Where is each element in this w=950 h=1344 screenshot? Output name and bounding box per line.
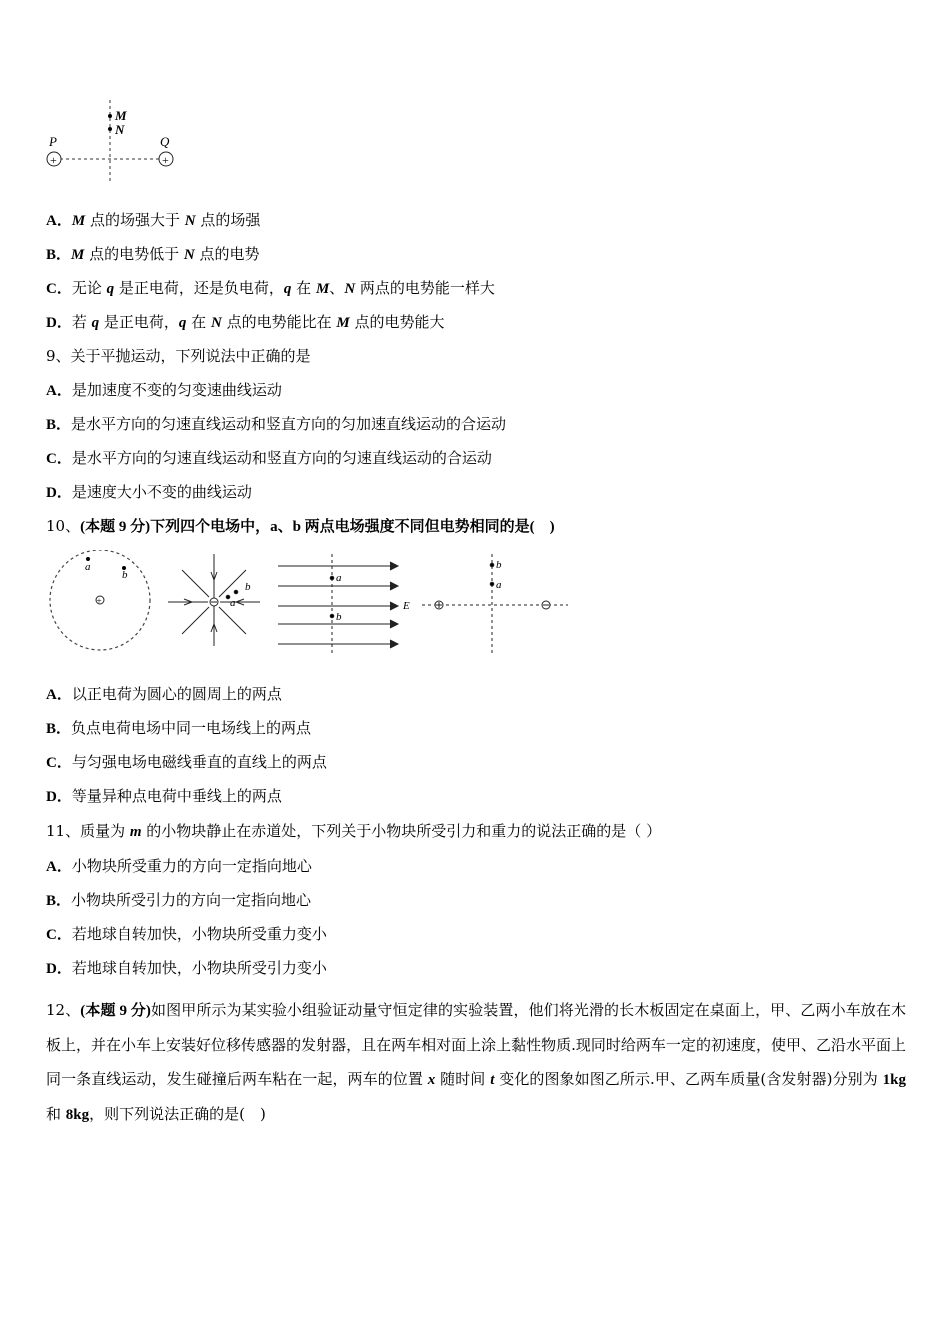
point-n	[108, 127, 112, 131]
label-q: Q	[160, 134, 170, 149]
q8-option-a: A．M 点的场强大于 N 点的场强	[46, 211, 261, 229]
option-letter: C．	[46, 451, 72, 467]
option-letter: D．	[46, 789, 72, 805]
option-letter: D．	[46, 485, 72, 501]
option-letter: A．	[46, 213, 72, 229]
q12-stem: 12、(本题 9 分)如图甲所示为某实验小组验证动量守恒定律的实验装置，他们将光滑的长木板固定在桌面上，甲、乙两小车放在木板上，并在小车上安装好位移传感器的发射器，且在两车相对面上涂上黏性物质.现同时给两车一定的初速度，使甲、乙沿水平面上同一条直线运动，发生碰撞后两车粘在一起，两车的位置 x 随时间 t 变化的图象如图乙所示.甲、乙两车质量(含发射器)分别为 1kg 和 8kg，则下列说法正确的是( )	[46, 1001, 907, 1123]
q10-option-b	[46, 718, 311, 739]
field-positive-circle	[50, 550, 150, 650]
option-letter: B．	[46, 417, 72, 433]
fig1-label-b: b	[122, 569, 128, 581]
option-letter: C．	[46, 281, 72, 297]
option-letter: A．	[46, 859, 72, 875]
option-letter: B．	[46, 893, 72, 909]
q8-option-d: D．若 q 是正电荷，q 在 N 点的电势能比在 M 点的电势能大	[46, 313, 445, 331]
option-letter: A．	[46, 383, 72, 399]
q8-option-b: B．M 点的电势低于 N 点的电势	[46, 245, 260, 263]
svg-text:+: +	[50, 153, 57, 167]
field-two-charges	[422, 554, 568, 654]
option-text: 以正电荷为圆心的圆周上的两点	[71, 685, 282, 703]
q10-bold-stem: (本题 9 分)下列四个电场中，a、b 两点电场强度不同但电势相同的是( )	[80, 519, 555, 535]
q9-option-d	[46, 482, 252, 503]
option-letter: B．	[46, 247, 72, 263]
q11-option-a	[46, 856, 312, 877]
q9-option-b	[46, 414, 506, 435]
svg-text:+: +	[162, 153, 169, 167]
option-text: 负点电荷电场中同一电场线上的两点	[71, 719, 312, 737]
field-uniform	[278, 554, 398, 654]
q9-option-a	[46, 380, 282, 401]
svg-text:+: +	[96, 596, 102, 606]
option-text: 是速度大小不变的曲线运动	[71, 483, 252, 501]
q11-option-b	[46, 890, 311, 911]
fig3-label-e: E	[403, 600, 410, 612]
fig2-label-a: a	[230, 597, 236, 609]
option-letter: C．	[46, 927, 72, 943]
option-text: 小物块所受引力的方向一定指向地心	[71, 891, 312, 909]
q10-option-c	[46, 752, 327, 773]
q11-option-d	[46, 958, 327, 979]
fig2-label-b: b	[245, 581, 251, 593]
q11-option-c	[46, 924, 327, 945]
fig3-label-b: b	[336, 611, 342, 623]
fig4-label-b: b	[496, 559, 502, 571]
option-text: 是加速度不变的匀变速曲线运动	[71, 381, 282, 399]
q9-stem: 9、关于平抛运动，下列说法中正确的是	[46, 347, 311, 365]
option-letter: D．	[46, 315, 72, 331]
q11-stem: 11、质量为 m 的小物块静止在赤道处，下列关于小物块所受引力和重力的说法正确的是（ ）	[46, 822, 662, 840]
option-text: 与匀强电场电磁线垂直的直线上的两点	[71, 753, 327, 771]
q10-option-a	[46, 684, 282, 705]
option-text: 若地球自转加快，小物块所受引力变小	[71, 959, 327, 977]
label-p: P	[49, 134, 57, 149]
option-letter: D．	[46, 961, 72, 977]
fig3-label-a: a	[336, 572, 342, 584]
label-m: M	[115, 108, 127, 123]
option-letter: A．	[46, 687, 72, 703]
pq-charges-figure	[40, 96, 190, 188]
q10-stem	[46, 516, 555, 537]
option-text: 若地球自转加快，小物块所受重力变小	[71, 925, 327, 943]
q9-option-c	[46, 448, 492, 469]
label-n: N	[115, 122, 125, 137]
option-text: 小物块所受重力的方向一定指向地心	[71, 857, 312, 875]
option-text: 是水平方向的匀速直线运动和竖直方向的匀速直线运动的合运动	[71, 449, 492, 467]
option-letter: C．	[46, 755, 72, 771]
q10-number: 10、	[46, 517, 81, 535]
option-letter: B．	[46, 721, 72, 737]
point-m	[108, 114, 112, 118]
fig1-label-a: a	[85, 561, 91, 573]
field-negative-charge	[168, 554, 260, 646]
option-text: 是水平方向的匀速直线运动和竖直方向的匀加速直线运动的合运动	[71, 415, 507, 433]
q8-option-c: C．无论 q 是正电荷，还是负电荷，q 在 M、N 两点的电势能一样大	[46, 279, 495, 297]
q10-option-d	[46, 786, 282, 807]
option-text: 等量异种点电荷中垂线上的两点	[71, 787, 282, 805]
q10-field-figures	[40, 550, 580, 660]
fig4-label-a: a	[496, 579, 502, 591]
